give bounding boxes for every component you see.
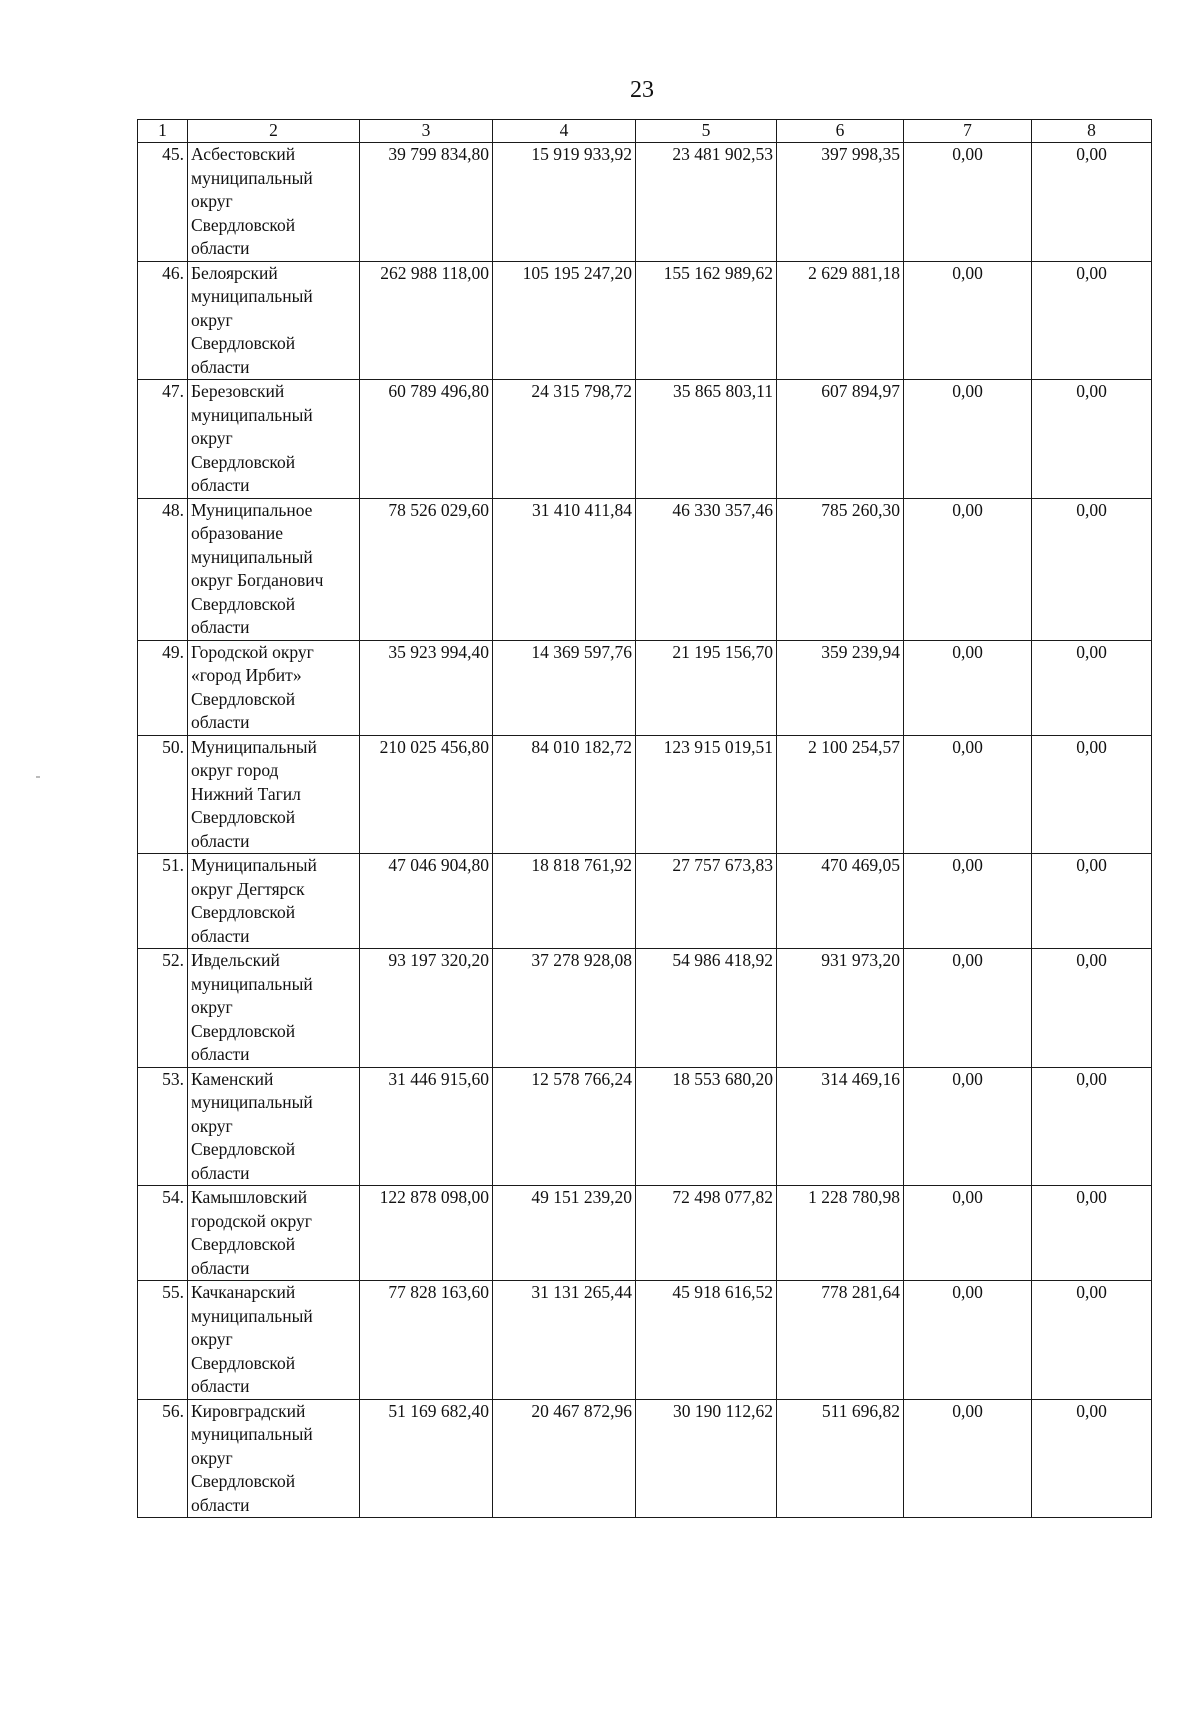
amount-col8-cell: 0,00 (1032, 1281, 1152, 1400)
table-header-row (138, 120, 1152, 143)
amount-col8-cell: 0,00 (1032, 640, 1152, 735)
header-cell: 6 (777, 120, 904, 143)
table-row (138, 854, 1152, 949)
municipality-name-line: округ (191, 1447, 233, 1468)
municipality-name-line: области (191, 1257, 250, 1278)
amount-col8-cell: 0,00 (1032, 735, 1152, 854)
table-row (138, 1067, 1152, 1186)
row-number-cell: 54. (138, 1186, 188, 1281)
amount-col4-cell: 20 467 872,96 (493, 1399, 636, 1518)
amount-col7-cell: 0,00 (904, 261, 1032, 380)
municipality-name-line: округ Богданович (191, 570, 324, 590)
amount-col6-cell: 607 894,97 (777, 380, 904, 499)
municipality-name-line: Муниципальное (191, 499, 313, 520)
row-number-cell: 47. (138, 380, 188, 499)
amount-col4-cell: 18 818 761,92 (493, 854, 636, 949)
row-number-cell: 49. (138, 640, 188, 735)
table-row (138, 143, 1152, 262)
row-number-cell: 52. (138, 949, 188, 1068)
amount-col3-cell: 60 789 496,80 (360, 380, 493, 499)
row-number-cell: 51. (138, 854, 188, 949)
municipality-name-line: области (191, 617, 250, 637)
municipality-name-line: Свердловской (191, 1471, 296, 1491)
amount-col7-cell: 0,00 (904, 1186, 1032, 1281)
data-table (137, 119, 1152, 1518)
amount-col5-cell: 46 330 357,46 (636, 498, 777, 640)
amount-col6-cell: 778 281,64 (777, 1281, 904, 1400)
table-row (138, 380, 1152, 499)
amount-col4-cell: 12 578 766,24 (493, 1067, 636, 1186)
municipality-name-line: области (191, 1162, 250, 1183)
municipality-name-cell (188, 380, 360, 499)
row-number-cell: 46. (138, 261, 188, 380)
municipality-name-line: Свердловской (191, 214, 296, 235)
municipality-name-line: области (191, 925, 250, 946)
municipality-name-cell (188, 143, 360, 262)
table-row (138, 1186, 1152, 1281)
amount-col5-cell: 18 553 680,20 (636, 1067, 777, 1186)
municipality-name-line: области (191, 712, 250, 732)
header-cell: 3 (360, 120, 493, 143)
amount-col3-cell: 93 197 320,20 (360, 949, 493, 1068)
municipality-name-line: Свердловской (191, 451, 296, 472)
municipality-name-line: Свердловской (191, 1139, 296, 1159)
amount-col3-cell: 210 025 456,80 (360, 735, 493, 854)
municipality-name-line: Свердловской (191, 688, 296, 709)
municipality-name-line: Муниципальный (191, 855, 317, 875)
amount-col4-cell: 14 369 597,76 (493, 640, 636, 735)
municipality-name-line: муниципальный (191, 286, 313, 306)
amount-col6-cell: 785 260,30 (777, 498, 904, 640)
header-cell: 8 (1032, 120, 1152, 143)
row-number-cell: 56. (138, 1399, 188, 1518)
municipality-name-line: Качканарский (191, 1282, 296, 1302)
amount-col7-cell: 0,00 (904, 143, 1032, 262)
municipality-name-line: округ (191, 997, 233, 1017)
municipality-name-line: области (191, 1044, 250, 1064)
amount-col6-cell: 470 469,05 (777, 854, 904, 949)
municipality-name-line: округ (191, 1329, 233, 1349)
amount-col4-cell: 31 410 411,84 (493, 498, 636, 640)
amount-col6-cell: 2 629 881,18 (777, 261, 904, 380)
amount-col4-cell: 31 131 265,44 (493, 1281, 636, 1400)
municipality-name-cell (188, 1186, 360, 1281)
amount-col3-cell: 31 446 915,60 (360, 1067, 493, 1186)
amount-col5-cell: 35 865 803,11 (636, 380, 777, 499)
table-row (138, 498, 1152, 640)
municipality-name-line: области (191, 830, 250, 851)
municipality-name-cell (188, 735, 360, 854)
amount-col3-cell: 39 799 834,80 (360, 143, 493, 262)
amount-col3-cell: 122 878 098,00 (360, 1186, 493, 1281)
amount-col6-cell: 359 239,94 (777, 640, 904, 735)
table-body (138, 120, 1152, 1518)
municipality-name-line: Ивдельский (191, 950, 280, 970)
amount-col5-cell: 155 162 989,62 (636, 261, 777, 380)
municipality-name-line: округ город (191, 760, 279, 780)
amount-col5-cell: 123 915 019,51 (636, 735, 777, 854)
amount-col6-cell: 314 469,16 (777, 1067, 904, 1186)
municipality-name-line: Городской округ (191, 641, 314, 662)
row-number-cell: 48. (138, 498, 188, 640)
amount-col4-cell: 24 315 798,72 (493, 380, 636, 499)
amount-col7-cell: 0,00 (904, 498, 1032, 640)
municipality-name-line: Камышловский (191, 1187, 308, 1207)
row-number-cell: 53. (138, 1067, 188, 1186)
amount-col5-cell: 23 481 902,53 (636, 143, 777, 262)
municipality-name-cell (188, 1067, 360, 1186)
table-row (138, 1281, 1152, 1400)
amount-col7-cell: 0,00 (904, 854, 1032, 949)
header-cell: 4 (493, 120, 636, 143)
row-number-cell: 45. (138, 143, 188, 262)
row-number-cell: 55. (138, 1281, 188, 1400)
municipality-name-line: округ (191, 1115, 233, 1136)
municipality-name-line: Березовский (191, 381, 285, 401)
amount-col5-cell: 21 195 156,70 (636, 640, 777, 735)
municipality-name-line: Свердловской (191, 333, 296, 353)
header-cell: 2 (188, 120, 360, 143)
amount-col7-cell: 0,00 (904, 949, 1032, 1068)
header-cell: 7 (904, 120, 1032, 143)
table-row (138, 261, 1152, 380)
municipality-name-line: Каменский (191, 1068, 274, 1089)
amount-col8-cell: 0,00 (1032, 1186, 1152, 1281)
municipality-name-line: Свердловской (191, 1020, 296, 1041)
amount-col8-cell: 0,00 (1032, 261, 1152, 380)
municipality-name-line: муниципальный (191, 546, 313, 567)
scan-speck (36, 776, 40, 778)
municipality-name-cell (188, 640, 360, 735)
amount-col5-cell: 45 918 616,52 (636, 1281, 777, 1400)
amount-col4-cell: 15 919 933,92 (493, 143, 636, 262)
municipality-name-line: муниципальный (191, 1305, 313, 1326)
municipality-name-line: Свердловской (191, 593, 296, 614)
municipality-name-cell (188, 1399, 360, 1518)
amount-col8-cell: 0,00 (1032, 949, 1152, 1068)
amount-col6-cell: 1 228 780,98 (777, 1186, 904, 1281)
municipality-name-line: области (191, 1494, 250, 1515)
amount-col7-cell: 0,00 (904, 1399, 1032, 1518)
amount-col3-cell: 51 169 682,40 (360, 1399, 493, 1518)
table-row (138, 1399, 1152, 1518)
amount-col3-cell: 262 988 118,00 (360, 261, 493, 380)
municipality-name-line: Свердловской (191, 1352, 296, 1373)
municipality-name-line: округ Дегтярск (191, 878, 305, 899)
amount-col7-cell: 0,00 (904, 1281, 1032, 1400)
amount-col3-cell: 77 828 163,60 (360, 1281, 493, 1400)
amount-col5-cell: 30 190 112,62 (636, 1399, 777, 1518)
municipality-name-line: Свердловской (191, 807, 296, 827)
table-row (138, 735, 1152, 854)
municipality-name-cell (188, 949, 360, 1068)
municipality-name-line: образование (191, 523, 284, 543)
municipality-name-line: Свердловской (191, 902, 296, 922)
municipality-name-line: округ (191, 428, 233, 448)
amount-col6-cell: 2 100 254,57 (777, 735, 904, 854)
row-number-cell: 50. (138, 735, 188, 854)
municipality-name-cell (188, 854, 360, 949)
amount-col5-cell: 54 986 418,92 (636, 949, 777, 1068)
amount-col6-cell: 511 696,82 (777, 1399, 904, 1518)
municipality-name-line: области (191, 238, 250, 258)
municipality-name-line: области (191, 1376, 250, 1396)
header-cell: 5 (636, 120, 777, 143)
amount-col4-cell: 105 195 247,20 (493, 261, 636, 380)
amount-col4-cell: 37 278 928,08 (493, 949, 636, 1068)
amount-col5-cell: 72 498 077,82 (636, 1186, 777, 1281)
amount-col8-cell: 0,00 (1032, 380, 1152, 499)
amount-col8-cell: 0,00 (1032, 143, 1152, 262)
municipality-name-line: Асбестовский (191, 144, 296, 164)
municipality-name-line: округ (191, 191, 233, 211)
amount-col8-cell: 0,00 (1032, 498, 1152, 640)
municipality-name-line: области (191, 356, 250, 377)
table-row (138, 640, 1152, 735)
municipality-name-line: области (191, 475, 250, 495)
municipality-name-cell (188, 261, 360, 380)
municipality-name-line: «город Ирбит» (191, 665, 302, 685)
amount-col4-cell: 49 151 239,20 (493, 1186, 636, 1281)
municipality-name-cell (188, 498, 360, 640)
header-cell: 1 (138, 120, 188, 143)
municipality-name-line: городской округ (191, 1210, 312, 1231)
municipality-name-line: Нижний Тагил (191, 783, 301, 804)
table-row (138, 949, 1152, 1068)
municipality-name-line: Муниципальный (191, 736, 317, 757)
municipality-name-line: округ (191, 309, 233, 330)
municipality-name-cell (188, 1281, 360, 1400)
amount-col8-cell: 0,00 (1032, 854, 1152, 949)
amount-col8-cell: 0,00 (1032, 1067, 1152, 1186)
municipality-name-line: муниципальный (191, 167, 313, 188)
municipality-name-line: Белоярский (191, 262, 278, 283)
amount-col3-cell: 35 923 994,40 (360, 640, 493, 735)
amount-col7-cell: 0,00 (904, 380, 1032, 499)
municipality-name-line: муниципальный (191, 1424, 313, 1444)
municipality-name-line: муниципальный (191, 973, 313, 994)
amount-col7-cell: 0,00 (904, 735, 1032, 854)
municipality-name-line: муниципальный (191, 404, 313, 425)
amount-col5-cell: 27 757 673,83 (636, 854, 777, 949)
amount-col6-cell: 931 973,20 (777, 949, 904, 1068)
municipality-name-line: Свердловской (191, 1234, 296, 1254)
municipality-name-line: муниципальный (191, 1092, 313, 1112)
amount-col7-cell: 0,00 (904, 1067, 1032, 1186)
amount-col6-cell: 397 998,35 (777, 143, 904, 262)
municipality-name-line: Кировградский (191, 1400, 306, 1421)
amount-col8-cell: 0,00 (1032, 1399, 1152, 1518)
page-number: 23 (630, 77, 654, 103)
amount-col7-cell: 0,00 (904, 640, 1032, 735)
amount-col4-cell: 84 010 182,72 (493, 735, 636, 854)
amount-col3-cell: 47 046 904,80 (360, 854, 493, 949)
amount-col3-cell: 78 526 029,60 (360, 498, 493, 640)
